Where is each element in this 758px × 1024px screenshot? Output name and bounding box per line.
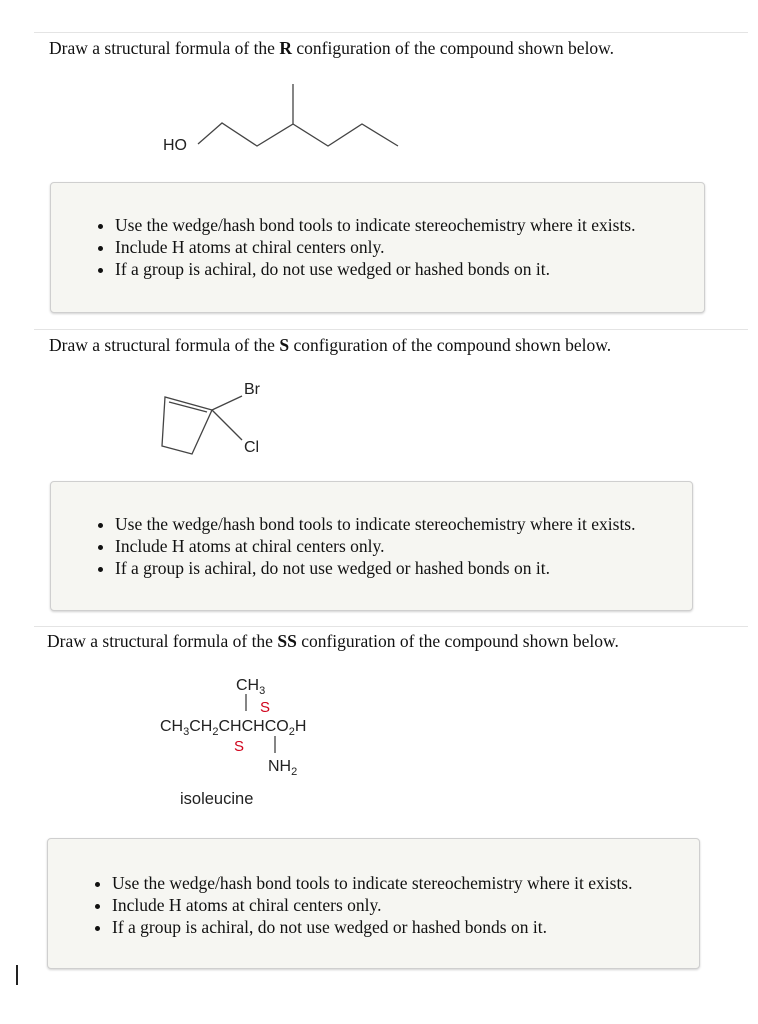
hint-item: • If a group is achiral, do not use wedged or hashed bonds on it. [115,557,692,579]
bromine-label: Br [244,381,260,398]
hint-box-1 [50,182,705,313]
hint-box-3 [47,838,700,969]
main-chain-formula: $CH_3CH_2CHCHCO_2H$ [160,718,307,738]
hint-item: • If a group is achiral, do not use wedged or hashed bonds on it. [115,258,704,280]
hint-item: • Use the wedge/hash bond tools to indicate stereochemistry where it exists. [115,513,692,535]
question-1-prompt: Draw a structural formula of the R configuration of the compound shown below. [49,38,615,58]
divider [34,32,748,33]
hint-list [48,872,699,938]
hint-item: • Include H atoms at chiral centers only. [115,535,692,557]
divider [34,626,748,627]
molecule-1-structure [150,76,420,166]
methyl-label: $CH_3$ [236,677,266,697]
hint-item: • Use the wedge/hash bond tools to indicate stereochemistry where it exists. [115,214,704,236]
chlorine-label: Cl [244,439,260,456]
molecule-2-structure [150,372,290,467]
amine-label: $NH_2$ [268,758,298,778]
compound-name: isoleucine [180,790,254,808]
molecule-3-structure [150,668,370,813]
stereo-label-top: S [260,699,271,716]
question-3-prompt: Draw a structural formula of the SS configuration of the compound shown below. [47,631,619,651]
hydroxyl-label: HO [163,137,187,154]
hint-item: • Use the wedge/hash bond tools to indicate stereochemistry where it exists. [112,872,699,894]
stereo-label-bottom: S [234,738,245,755]
hint-item: • If a group is achiral, do not use wedged or hashed bonds on it. [112,916,699,938]
question-2-prompt: Draw a structural formula of the S configuration of the compound shown below. [49,335,612,355]
hint-item: • Include H atoms at chiral centers only. [112,894,699,916]
divider [34,329,748,330]
hint-box-2 [50,481,693,611]
hint-list [51,513,692,579]
hint-item: • Include H atoms at chiral centers only. [115,236,704,258]
hint-list [51,214,704,280]
text-cursor [16,965,18,985]
